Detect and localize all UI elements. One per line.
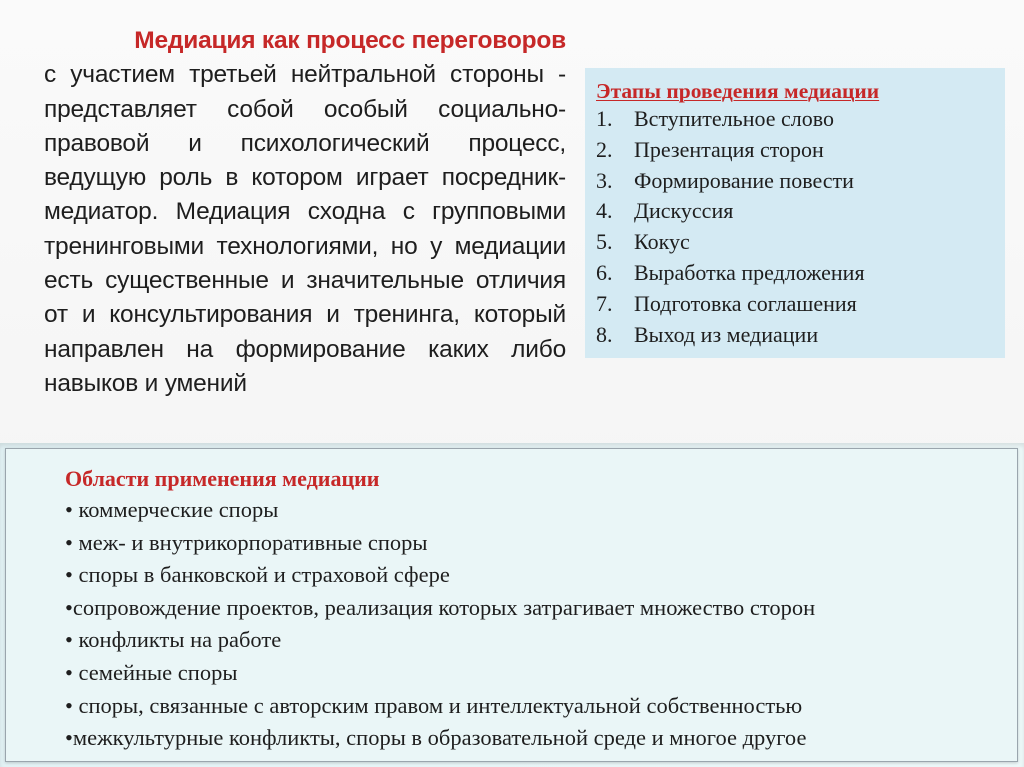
- stage-item: [596, 258, 993, 289]
- mediation-stages-box: [585, 68, 1005, 358]
- intro-lead-heading: Медиация как процесс переговоров: [134, 27, 566, 54]
- stage-label: Формирование повести: [634, 167, 854, 193]
- area-item: • меж- и внутрикорпоративные споры: [65, 529, 428, 555]
- stage-label: Кокус: [634, 229, 690, 255]
- area-item: • споры в банковской и страховой сфере: [65, 562, 450, 588]
- stage-label: Выработка предложения: [634, 259, 865, 285]
- stage-item: [596, 227, 993, 258]
- application-areas-section: [0, 443, 1024, 767]
- stage-label: Презентация сторон: [634, 136, 824, 162]
- stage-item: [596, 104, 993, 135]
- stage-item: [596, 320, 993, 351]
- intro-body-text: с участием третьей нейтральной стороны - представляет собой особый социально-правовой и психологический процесс, ведущую роль в котором играет посредник-медиатор. Медиация сходна с групповыми тренинговыми технологиями, но у медиации есть существенные и значительные отличия от и консультирования и тренинга, который направлен на формирование каких либо навыков и умений: [44, 61, 566, 397]
- stage-item: [596, 289, 993, 320]
- stage-label: Подготовка соглашения: [634, 290, 857, 316]
- stage-label: Дискуссия: [634, 198, 734, 224]
- stages-list: [596, 104, 993, 350]
- areas-title: Области применения медиации: [65, 466, 380, 491]
- stage-label: Вступительное слово: [634, 106, 834, 131]
- area-item: • коммерческие споры: [65, 497, 279, 522]
- area-item: • семейные споры: [65, 659, 238, 685]
- stage-label: Выход из медиации: [634, 321, 819, 347]
- stages-title: Этапы проведения медиации: [596, 79, 880, 103]
- stage-number: 8.: [596, 321, 613, 347]
- stage-item: [596, 135, 993, 166]
- stage-item: [596, 196, 993, 227]
- area-item: • споры, связанные с авторским правом и интеллектуальной собственностью: [65, 692, 803, 718]
- area-item: •сопровождение проектов, реализация которых затрагивает множество сторон: [65, 594, 816, 620]
- intro-paragraph: [44, 24, 566, 401]
- area-item: •межкультурные конфликты, споры в образовательной среде и многое другое: [65, 725, 807, 751]
- application-areas-content: [65, 463, 1015, 755]
- stage-number: 1.: [596, 106, 613, 131]
- stage-number: 3.: [596, 167, 613, 193]
- area-item: • конфликты на работе: [65, 627, 282, 653]
- stage-number: 4.: [596, 198, 613, 224]
- areas-list: [65, 494, 1015, 755]
- stage-item: [596, 166, 993, 197]
- stage-number: 7.: [596, 290, 613, 316]
- stage-number: 2.: [596, 136, 613, 162]
- application-areas-frame: [5, 448, 1018, 762]
- stage-number: 6.: [596, 259, 613, 285]
- stage-number: 5.: [596, 229, 613, 255]
